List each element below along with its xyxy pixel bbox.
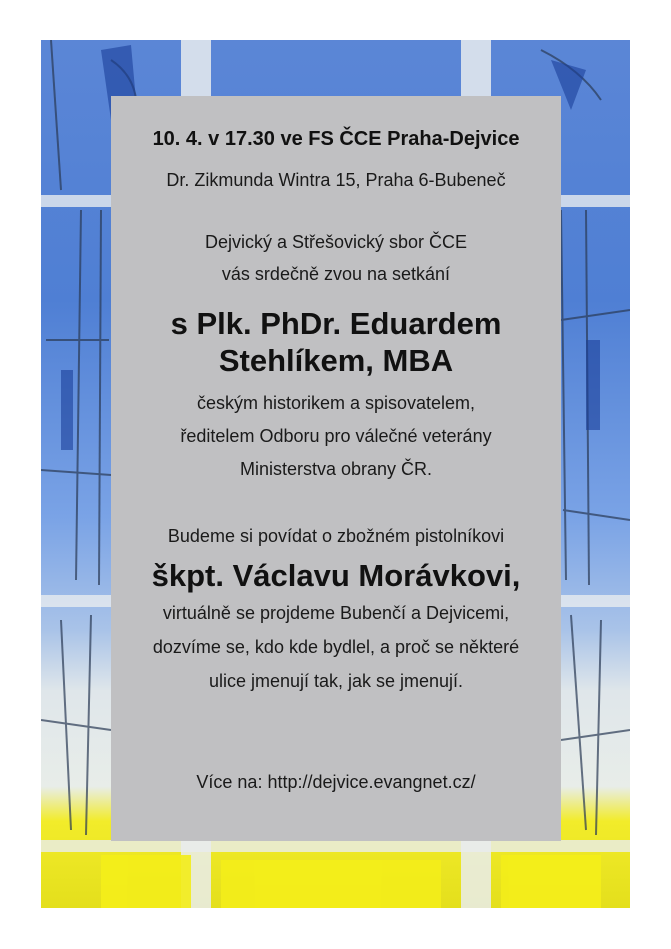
topic-intro: Budeme si povídat o zbožném pistolníkovi: [167, 526, 505, 546]
invitation-panel: [111, 96, 561, 841]
topic-text-3: ulice jmenují tak, jak se jmenují.: [208, 671, 464, 691]
guest-description-1: českým historikem a spisovatelem,: [196, 393, 476, 413]
more-info-link[interactable]: Více na: http://dejvice.evangnet.cz/: [196, 772, 476, 792]
invite-line-1: Dejvický a Střešovický sbor ČCE: [204, 232, 468, 252]
guest-name-line-2: Stehlíkem, MBA: [218, 343, 454, 378]
topic-hero-name: škpt. Václavu Morávkovi,: [151, 558, 521, 593]
invite-line-2: vás srdečně zvou na setkání: [221, 264, 451, 284]
topic-text-2: dozvíme se, kdo kde bydlel, a proč se některé: [152, 637, 520, 657]
event-when-where: 10. 4. v 17.30 ve FS ČCE Praha-Dejvice: [152, 128, 520, 150]
guest-description-3: Ministerstva obrany ČR.: [239, 459, 433, 479]
event-address: Dr. Zikmunda Wintra 15, Praha 6-Bubeneč: [166, 170, 506, 190]
guest-description-2: ředitelem Odboru pro válečné veterány: [180, 426, 492, 446]
guest-name-line-1: s Plk. PhDr. Eduardem: [170, 306, 502, 341]
topic-text-1: virtuálně se projdeme Bubenčí a Dejvicemi,: [162, 603, 510, 623]
